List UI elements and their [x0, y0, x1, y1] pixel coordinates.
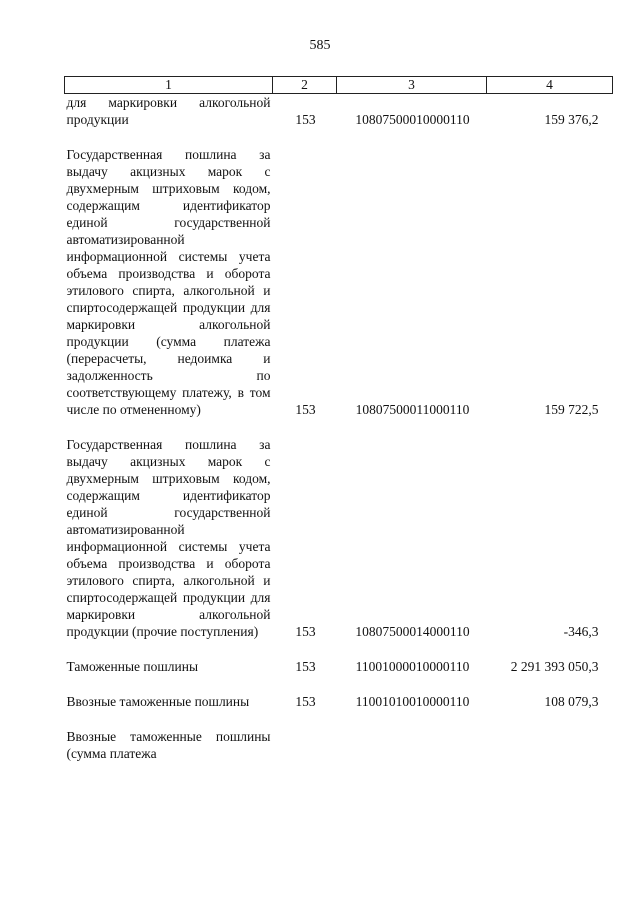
- row-admin-code: 153: [295, 659, 316, 674]
- header-col-3: 3: [337, 77, 487, 94]
- header-col-4: 4: [487, 77, 613, 94]
- row-description: Государственная пошлина за выдачу акцизных марок с двухмерным штриховым кодом, содержащим идентификатор единой государственной автоматизированной информационной системы учета объема производства и оборота этилового спирта, алкогольной и спиртосодержащей продукции для маркировки алкогольной продукции (сумма платежа (перерасчеты, недоимка и задолженность по соответствующему платежу, в том числе по отмененному): [66, 147, 271, 417]
- row-description: Ввозные таможенные пошлины: [66, 694, 250, 709]
- row-budget-code: [337, 710, 487, 762]
- table-row: [65, 128, 613, 418]
- row-amount: 108 079,3: [544, 694, 599, 709]
- table-row: [65, 675, 613, 710]
- row-budget-code: 10807500010000110: [355, 112, 470, 127]
- row-budget-code: 10807500011000110: [355, 402, 470, 417]
- row-amount: -346,3: [563, 624, 599, 639]
- budget-table: [64, 76, 613, 762]
- row-description: Государственная пошлина за выдачу акцизных марок с двухмерным штриховым кодом, содержащим идентификатор единой государственной автоматизированной информационной системы учета объема производства и оборота этилового спирта, алкогольной и спиртосодержащей продукции для маркировки алкогольной продукции (прочие поступления): [66, 437, 271, 639]
- table-row: [65, 94, 613, 129]
- row-admin-code: 153: [295, 112, 316, 127]
- header-col-1: 1: [65, 77, 273, 94]
- table-header-row: [65, 77, 613, 94]
- row-amount: 2 291 393 050,3: [510, 659, 599, 674]
- row-budget-code: 11001000010000110: [355, 659, 470, 674]
- row-amount: 159 376,2: [544, 112, 599, 127]
- table-row: [65, 710, 613, 762]
- row-amount: 159 722,5: [544, 402, 599, 417]
- row-amount: [487, 710, 613, 762]
- row-budget-code: 11001010010000110: [355, 694, 470, 709]
- header-col-2: 2: [273, 77, 337, 94]
- table-row: [65, 418, 613, 640]
- page-number: 585: [309, 38, 331, 53]
- row-description: Ввозные таможенные пошлины (сумма платежа: [66, 729, 271, 761]
- row-admin-code: 153: [295, 694, 316, 709]
- row-admin-code: 153: [295, 624, 316, 639]
- row-budget-code: 10807500014000110: [355, 624, 470, 639]
- row-admin-code: [273, 710, 337, 762]
- row-description: Таможенные пошлины: [66, 659, 199, 674]
- row-admin-code: 153: [295, 402, 316, 417]
- row-description: для маркировки алкогольной продукции: [66, 95, 271, 127]
- table-row: [65, 640, 613, 675]
